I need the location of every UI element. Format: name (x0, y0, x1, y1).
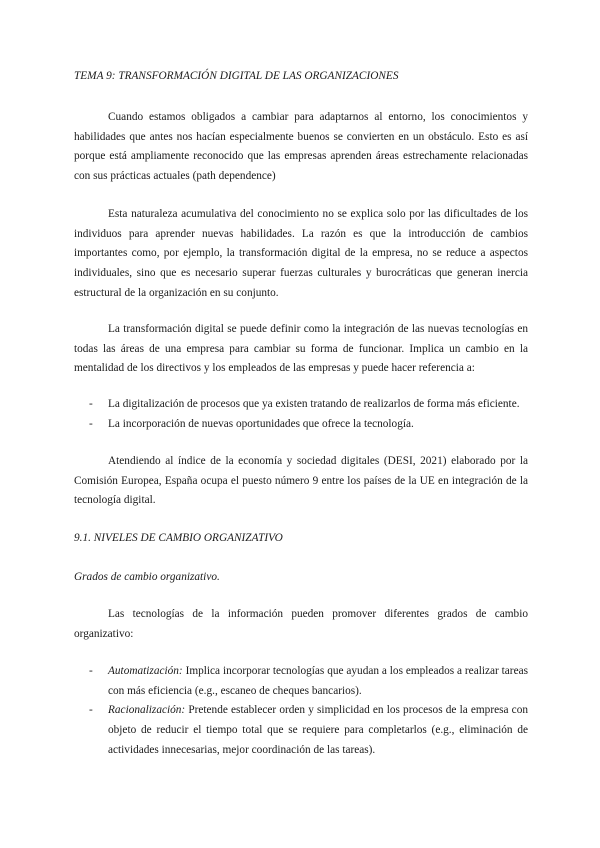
list-item-text: La incorporación de nuevas oportunidades que ofrece la tecnología. (108, 417, 414, 430)
list-item-term: Automatización: (108, 665, 183, 677)
change-levels-list (74, 662, 528, 761)
paragraph-3: La transformación digital se puede definir como la integración de las nuevas tecnologías en todas las áreas de una empresa para cambiar su forma de funcionar. Implica un cambio en la mentalidad de los directivos y los empleados de las empresas y puede hacer referencia a: (74, 323, 528, 375)
list-item-term: Racionalización: (108, 704, 186, 717)
chapter-title: TEMA 9: TRANSFORMACIÓN DIGITAL DE LAS ORGANIZACIONES (74, 70, 399, 82)
list-item (74, 701, 528, 760)
subheading: Grados de cambio organizativo. (74, 571, 220, 583)
paragraph-4: Atendiendo al índice de la economía y sociedad digitales (DESI, 2021) elaborado por la Comisión Europea, España ocupa el puesto número 9 entre los países de la UE en integración de la tecnología digital. (74, 455, 528, 507)
digital-transformation-list (74, 395, 528, 434)
section-heading: 9.1. NIVELES DE CAMBIO ORGANIZATIVO (74, 532, 283, 544)
list-item (74, 415, 528, 435)
paragraph-5: Las tecnologías de la información pueden promover diferentes grados de cambio organizativo: (74, 608, 528, 640)
paragraph-1: Cuando estamos obligados a cambiar para adaptarnos al entorno, los conocimientos y habilidades que antes nos hacían especialmente buenos se convierten en un obstáculo. Esto es así porque está ampliamente reconocido que las empresas aprenden áreas estrechamente relacionadas con sus prácticas actuales (path dependence) (74, 111, 528, 183)
list-dash: - (89, 417, 93, 430)
list-item-text: Pretende establecer orden y simplicidad en los procesos de la empresa con objeto de reducir el tiempo total que se requiere para completarlos (e.g., eliminación de actividades innecesarias, mejor coordinación de las tareas). (108, 704, 528, 756)
list-dash: - (89, 398, 93, 410)
list-dash: - (89, 665, 93, 677)
list-dash: - (89, 704, 93, 717)
list-item-text: La digitalización de procesos que ya existen tratando de realizarlos de forma más eficiente. (108, 398, 520, 410)
list-item (74, 395, 528, 415)
list-item-text: Implica incorporar tecnologías que ayudan a los empleados a realizar tareas con más eficiencia (e.g., escaneo de cheques bancarios). (108, 665, 528, 697)
list-item (74, 662, 528, 701)
paragraph-2: Esta naturaleza acumulativa del conocimiento no se explica solo por las dificultades de los individuos para aprender nuevas habilidades. La razón es que la introducción de cambios importantes como, por ejemplo, la transformación digital de la empresa, no se reduce a aspectos individuales, sino que es necesario superar fuerzas culturales y burocráticas que generan inercia estructural de la organización en su conjunto. (74, 208, 528, 299)
